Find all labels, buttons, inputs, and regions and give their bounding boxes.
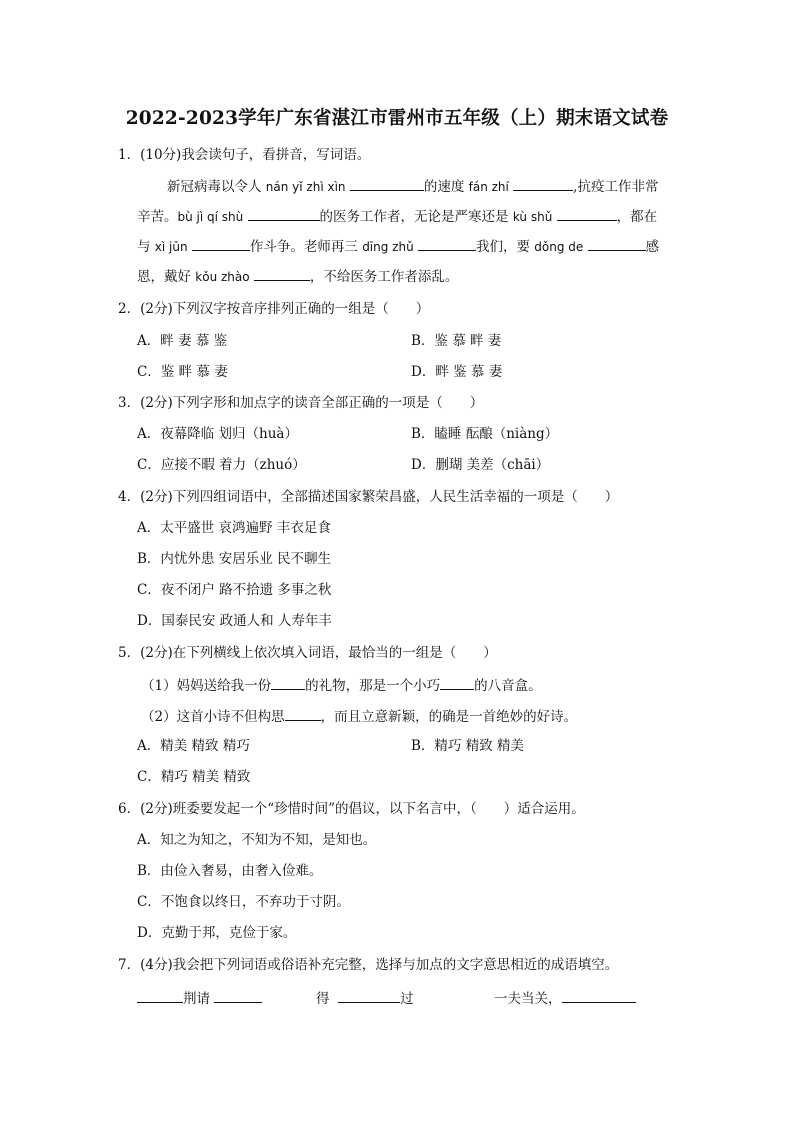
question-3-option-a[interactable]: A．夜幕降临 划归（huà） — [137, 426, 298, 442]
question-7-item-3 — [494, 988, 636, 1008]
q5-blank-3[interactable] — [285, 706, 321, 721]
q1-pinyin-3: bù jì qí shù — [177, 210, 244, 224]
question-5-option-a[interactable]: A．精美 精致 精巧 — [137, 738, 250, 754]
q1-pinyin-5: xì jūn — [154, 240, 188, 254]
q7-blank-3[interactable] — [338, 988, 400, 1003]
question-1-stem: 1．(10分)我会读句子，看拼音，写词语。 — [118, 147, 371, 163]
question-5-sentence-2 — [141, 706, 577, 726]
question-6-option-c[interactable]: C．不饱食以终日，不弃功于寸阴。 — [137, 894, 350, 910]
q1-blank-2[interactable] — [513, 176, 573, 191]
q7-blank-1[interactable] — [137, 988, 183, 1003]
q5-text: 的礼物，那是一个小巧 — [305, 678, 441, 694]
q1-text: 的医务工作者，无论是严寒还是 — [319, 209, 509, 225]
question-3-stem: 3．(2分)下列字形和加点字的读音全部正确的一项是（ ） — [118, 395, 484, 411]
q1-blank-4[interactable] — [557, 206, 617, 221]
question-2-option-d[interactable]: D．畔 鉴 慕 妻 — [411, 364, 503, 380]
q1-blank-3[interactable] — [248, 206, 320, 221]
q7-text: 一夫当关， — [494, 991, 562, 1007]
q1-text: ，都在 — [616, 209, 658, 225]
q1-blank-8[interactable] — [254, 266, 310, 281]
question-3-option-b[interactable]: B．瞌睡 酝酿（niàng） — [411, 426, 559, 442]
q1-text: 新冠病毒以令人 — [167, 179, 262, 195]
question-1-line-3 — [137, 236, 659, 256]
q1-pinyin-8: kǒu zhào — [195, 270, 250, 284]
q1-text: 恩，戴好 — [137, 269, 191, 285]
q1-blank-5[interactable] — [192, 236, 250, 251]
question-1-line-2 — [137, 206, 657, 226]
q1-blank-6[interactable] — [418, 236, 476, 251]
question-1-line-4 — [137, 266, 458, 286]
question-2-option-c[interactable]: C．鉴 畔 慕 妻 — [137, 364, 228, 380]
question-4-option-b[interactable]: B．内忧外患 安居乐业 民不聊生 — [137, 551, 332, 567]
q7-text: 荆请 — [183, 991, 210, 1007]
q1-text: ,抗疫工作非常 — [573, 179, 659, 195]
question-2-stem: 2．(2分)下列汉字按音序排列正确的一组是（ ） — [118, 301, 430, 317]
q1-text: 作斗争。老师再三 — [249, 239, 358, 255]
question-6-option-a[interactable]: A．知之为知之，不知为不知，是知也。 — [137, 832, 377, 848]
q7-blank-2[interactable] — [214, 988, 262, 1003]
q1-pinyin-2: fán zhí — [468, 180, 509, 194]
question-5-stem: 5．(2分)在下列横线上依次填入词语，最恰当的一组是（ ） — [118, 645, 497, 661]
question-4-option-c[interactable]: C．夜不闭户 路不拾遗 多事之秋 — [137, 582, 332, 598]
q1-text: 辛苦。 — [137, 209, 178, 225]
q7-text: 得 — [316, 991, 330, 1007]
question-4-stem: 4．(2分)下列四组词语中，全部描述国家繁荣昌盛，人民生活幸福的一项是（ ） — [118, 489, 619, 505]
question-5-option-b[interactable]: B．精巧 精致 精美 — [411, 738, 525, 754]
q7-text: 过 — [400, 991, 414, 1007]
question-6-option-b[interactable]: B．由俭入奢易，由奢入俭难。 — [137, 863, 323, 879]
q1-text: 感 — [645, 239, 660, 255]
q5-text: 的八音盒。 — [474, 678, 542, 694]
question-3-option-c[interactable]: C．应接不暇 着力（zhuó） — [137, 457, 306, 473]
question-4-option-d[interactable]: D．国泰民安 政通人和 人寿年丰 — [137, 613, 332, 629]
question-2-option-a[interactable]: A．畔 妻 慕 鉴 — [137, 333, 228, 349]
q5-text: （1）妈妈送给我一份 — [141, 678, 272, 694]
q5-text: ，而且立意新颖，的确是一首绝妙的好诗。 — [320, 709, 578, 725]
q5-blank-2[interactable] — [440, 675, 474, 690]
q1-text: 的速度 — [423, 179, 465, 195]
q7-blank-4[interactable] — [562, 988, 636, 1003]
q1-pinyin-4: kù shǔ — [512, 210, 553, 224]
q1-pinyin-7: dǒng de — [534, 240, 584, 254]
q1-text: ，不给医务工作者添乱。 — [309, 269, 459, 285]
q5-text: （2）这首小诗不但构思 — [141, 709, 285, 725]
question-2-option-b[interactable]: B．鉴 慕 畔 妻 — [411, 333, 502, 349]
q1-blank-1[interactable] — [350, 176, 424, 191]
question-1-line-1 — [167, 176, 658, 196]
q1-pinyin-1: nán yǐ zhì xìn — [265, 180, 346, 194]
q1-text: 我们，要 — [475, 239, 530, 255]
question-4-option-a[interactable]: A．太平盛世 哀鸿遍野 丰衣足食 — [137, 520, 331, 536]
question-7-stem: 7．(4分)我会把下列词语或俗语补充完整，选择与加点的文字意思相近的成语填空。 — [118, 957, 619, 973]
q1-pinyin-6: dīng zhǔ — [362, 240, 414, 254]
question-7-item-2 — [316, 988, 414, 1008]
q5-blank-1[interactable] — [271, 675, 305, 690]
q1-blank-7[interactable] — [588, 236, 646, 251]
question-5-sentence-1 — [141, 675, 542, 695]
page-title: 2022-2023学年广东省湛江市雷州市五年级（上）期末语文试卷 — [125, 108, 669, 129]
question-6-stem: 6．(2分)班委要发起一个“珍惜时间”的倡议，以下名言中，（ ）适合运用。 — [118, 801, 585, 817]
question-3-option-d[interactable]: D．删瑚 美差（chāi） — [411, 457, 550, 473]
question-6-option-d[interactable]: D．克勤于邦，克俭于家。 — [137, 925, 297, 941]
q1-text: 与 — [137, 239, 151, 255]
question-7-item-1 — [137, 988, 262, 1008]
question-5-option-c[interactable]: C．精巧 精美 精致 — [137, 769, 251, 785]
